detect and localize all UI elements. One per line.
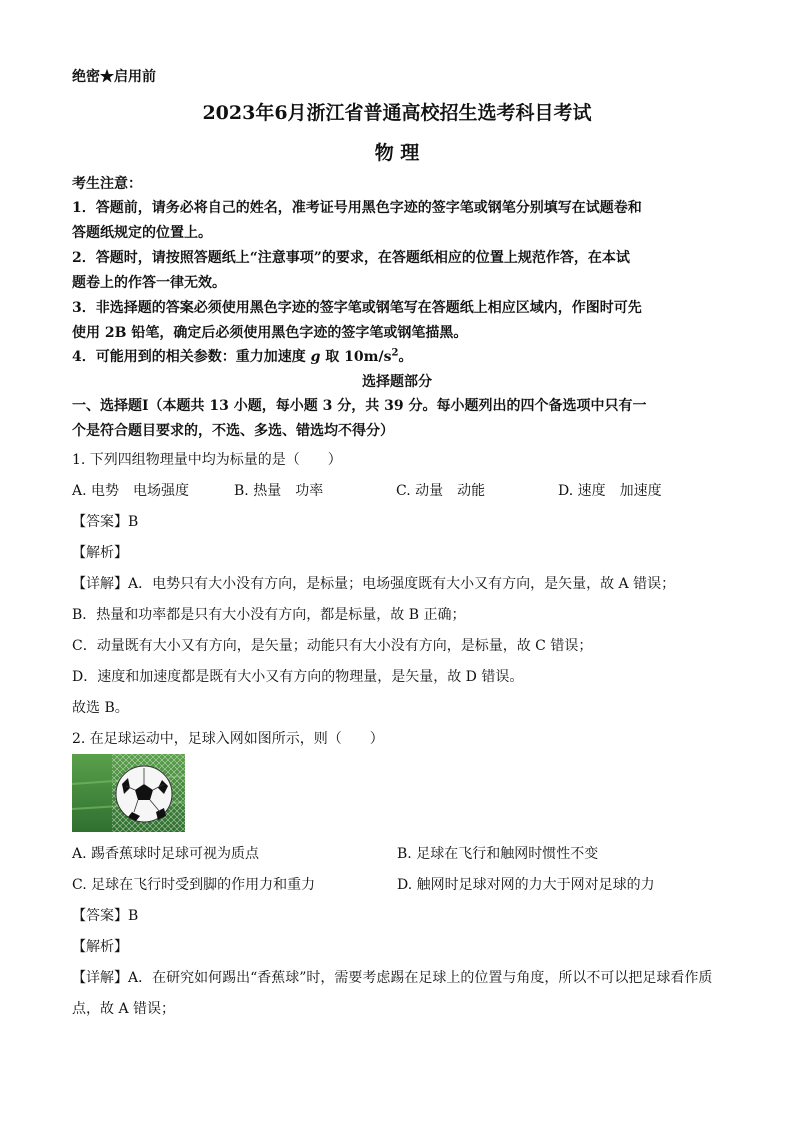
q1-analysis: 【解析】 [72, 545, 128, 561]
q2-option-d: D. 触网时足球对网的力大于网对足球的力 [397, 877, 655, 893]
notice-item-3a: 3．非选择题的答案必须使用黑色字迹的签字笔或钢笔写在答题纸上相应区域内，作图时可先 [72, 300, 642, 316]
notice-item-4-mid: 取 10m/s [320, 349, 392, 365]
q1-option-c: C. 动量 动能 [396, 483, 486, 499]
notice-item-1a: 1．答题前，请务必将自己的姓名，准考证号用黑色字迹的签字笔或钢笔分别填写在试题卷和 [72, 200, 642, 216]
q1-conclusion: 故选 B。 [72, 700, 129, 716]
q2-option-a: A. 踢香蕉球时足球可视为质点 [72, 846, 260, 862]
q1-option-a: A. 电势 电场强度 [72, 483, 190, 499]
notice-item-4-pre: 4．可能用到的相关参数：重力加速度 [72, 349, 311, 365]
gravity-symbol: g [310, 349, 321, 365]
section-heading-a: 一、选择题Ⅰ（本题共 13 小题，每小题 3 分，共 39 分。每小题列出的四个备选项中只有一 [72, 398, 647, 414]
q2-option-b: B. 足球在飞行和触网时惯性不变 [397, 846, 599, 862]
notice-item-4-end: 。 [398, 349, 413, 365]
section-heading-b: 个是符合题目要求的，不选、多选、错选均不得分） [72, 423, 394, 439]
q2-analysis: 【解析】 [72, 939, 128, 955]
notice-item-2a: 2．答题时，请按照答题纸上“注意事项”的要求，在答题纸相应的位置上规范作答，在本试 [72, 250, 630, 266]
q1-detail-b: B．热量和功率都是只有大小没有方向，都是标量，故 B 正确； [72, 607, 466, 623]
q1-option-b: B. 热量 功率 [234, 483, 324, 499]
notice-item-4 [72, 346, 412, 366]
q2-option-c: C. 足球在飞行时受到脚的作用力和重力 [72, 877, 316, 893]
q1-detail-c: C．动量既有大小又有方向，是矢量；动能只有大小没有方向，是标量，故 C 错误； [72, 638, 593, 654]
q2-detail-a2: 点，故 A 错误； [72, 1001, 176, 1017]
exam-title: 2023年6月浙江省普通高校招生选考科目考试 [202, 102, 592, 124]
q2-detail-a1: 【详解】A．在研究如何踢出“香蕉球”时，需要考虑踢在足球上的位置与角度，所以不可以把足球看作质 [72, 970, 713, 986]
q1-stem: 1. 下列四组物理量中均为标量的是（ ） [72, 452, 342, 468]
q1-detail-d: D．速度和加速度都是既有大小又有方向的物理量，是矢量，故 D 错误。 [72, 669, 524, 685]
notice-item-3b: 使用 2B 铅笔，确定后必须使用黑色字迹的签字笔或钢笔描黑。 [72, 325, 468, 341]
exponent: 2 [391, 347, 399, 359]
subject-title: 物 理 [374, 142, 420, 164]
notice-heading: 考生注意： [72, 176, 142, 192]
soccer-ball-photo [72, 754, 185, 832]
q1-detail-a: 【详解】A．电势只有大小没有方向，是标量；电场强度既有大小又有方向，是矢量，故 A 错误； [72, 576, 676, 592]
q1-option-d: D. 速度 加速度 [558, 483, 662, 499]
q2-stem: 2. 在足球运动中，足球入网如图所示，则（ ） [72, 731, 384, 747]
secret-label: 绝密★启用前 [72, 69, 156, 85]
notice-item-1b: 答题纸规定的位置上。 [72, 225, 212, 241]
q2-answer: 【答案】B [72, 908, 139, 924]
q1-answer: 【答案】B [72, 514, 139, 530]
notice-item-2b: 题卷上的作答一律无效。 [72, 275, 226, 291]
part-title: 选择题部分 [362, 374, 432, 390]
